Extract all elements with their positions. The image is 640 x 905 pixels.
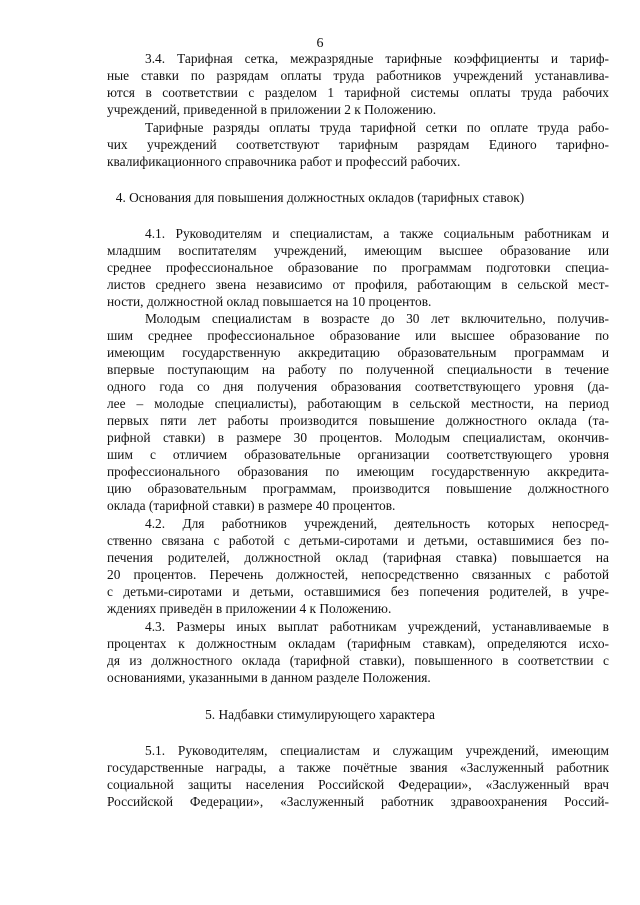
text-line: 4.3. Размеры иных выплат работникам учреждений, устанавливаемые в	[145, 619, 609, 634]
text-line: Молодым специалистам в возрасте до 30 лет включительно, получив-	[145, 311, 609, 326]
text-line: 5.1. Руководителям, специалистам и служащим учреждений, имеющим	[145, 743, 609, 758]
text-line: печения родителей, должностной оклад (тарифная ставка) повышается на	[107, 550, 609, 565]
text-line: 3.4. Тарифная сетка, межразрядные тарифные коэффициенты и тариф-	[145, 51, 609, 66]
text-line: впервые поступающим на работу по полученной специальности в течение	[107, 362, 609, 377]
text-line: оклада (тарифной ставки) в размере 40 процентов.	[107, 498, 396, 513]
text-line: процентах к должностным окладам (тарифным ставкам), определяются исхо-	[107, 636, 609, 651]
text-line: профессионального образования по имеющим государственную аккредита-	[107, 464, 609, 479]
text-line: ности, должностной оклад повышается на 10 процентов.	[107, 294, 432, 309]
text-line: лее – молодые специалисты), работающим в сельской местности, на период	[107, 396, 609, 411]
text-line: основаниями, указанными в данном разделе Положения.	[107, 670, 431, 685]
text-line: одного года со дня получения образования соответствующего уровня (да-	[107, 379, 609, 394]
text-line: младшим воспитателям учреждений, имеющим высшее образование или	[107, 243, 609, 258]
text-line: шим с отличием образовательные организации соответствующего уровня	[107, 447, 609, 462]
page-number: 6	[316, 36, 324, 51]
text-line: имеющим государственную аккредитацию образовательным программам и	[107, 345, 609, 360]
text-line: ственно связана с работой с детьми-сиротами и детьми, оставшимися без по-	[107, 533, 609, 548]
text-line: ждениях приведён в приложении 4 к Положению.	[107, 601, 392, 616]
text-line: социальной защиты населения Российской Федерации», «Заслуженный врач	[107, 777, 609, 792]
text-line: ные ставки по разрядам оплаты труда работников учреждений устанавлива-	[107, 68, 609, 83]
text-line: листов среднего звена независимо от профиля, работающим в сельской мест-	[107, 277, 609, 292]
text-line: квалификационного справочника работ и профессий рабочих.	[107, 154, 461, 169]
text-line: 4.2. Для работников учреждений, деятельность которых непосред-	[145, 516, 609, 531]
text-line: первых пяти лет работы производится повышение должностного оклада (та-	[107, 413, 609, 428]
text-line: 4.1. Руководителям и специалистам, а также социальным работникам и	[145, 226, 609, 241]
text-line: 20 процентов. Перечень должностей, непосредственно связанных с работой	[107, 567, 609, 582]
text-line: Тарифные разряды оплаты труда тарифной сетки по оплате труда рабо-	[145, 120, 609, 135]
text-line: ются в соответствии с разделом 1 тарифной системы оплаты труда рабочих	[107, 85, 609, 100]
text-line: учреждений, приведенной в приложении 2 к Положению.	[107, 102, 437, 117]
text-line: с детьми-сиротами и детьми, оставшимися без попечения родителей, в учре-	[107, 584, 609, 599]
section-heading: 4. Основания для повышения должностных окладов (тарифных ставок)	[115, 190, 525, 205]
text-line: цию образовательным программам, производится повышение должностного	[107, 481, 609, 496]
text-line: дя из должностного оклада (тарифной ставки), повышенного в соответствии с	[107, 653, 609, 668]
text-line: государственные награды, а также почётные звания «Заслуженный работник	[107, 760, 609, 775]
text-line: рифной ставки) в размере 30 процентов. Молодым специалистам, окончив-	[107, 430, 609, 445]
text-line: Российской Федерации», «Заслуженный работник здравоохранения Россий-	[107, 794, 609, 809]
section-heading: 5. Надбавки стимулирующего характера	[205, 707, 435, 722]
text-line: среднее профессиональное образование по программам подготовки специа-	[107, 260, 609, 275]
text-line: чих учреждений соответствуют тарифным разрядам Единого тарифно-	[107, 137, 609, 152]
text-line: шим среднее профессиональное образование или высшее образование по	[107, 328, 609, 343]
